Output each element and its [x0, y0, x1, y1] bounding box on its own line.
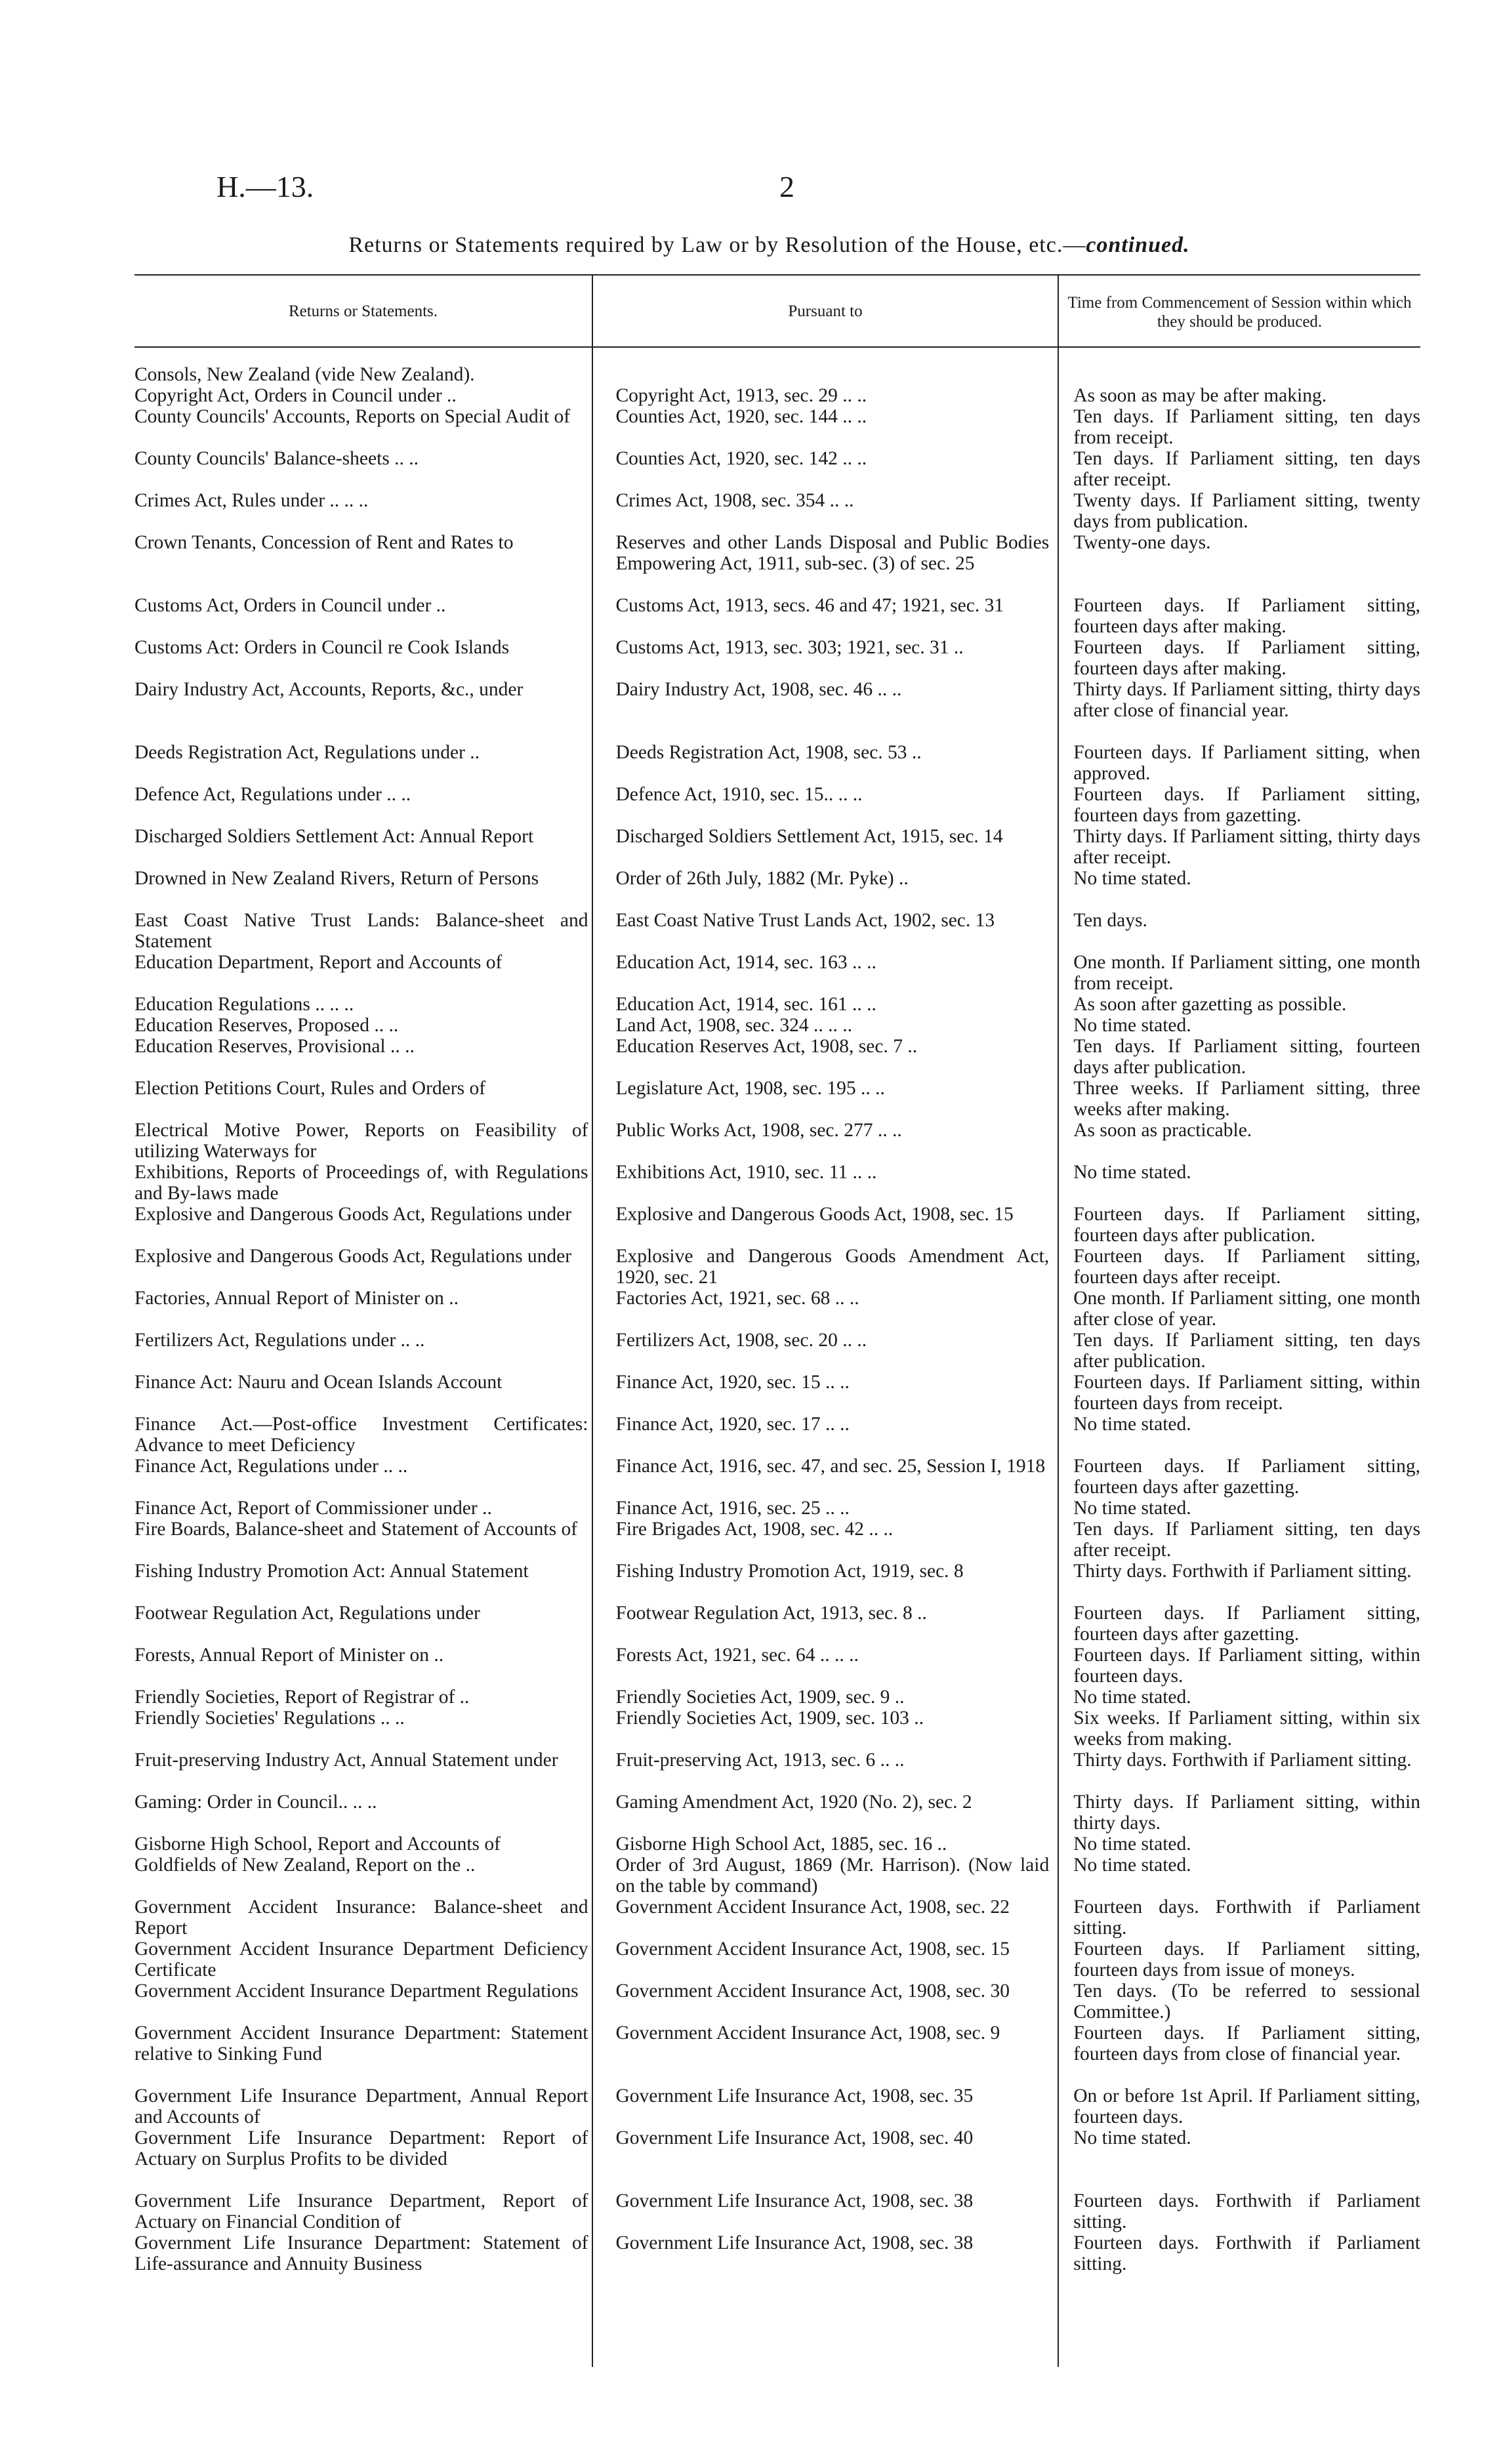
pursuant-cell: Government Life Insurance Act, 1908, sec. 38: [615, 2232, 974, 2253]
time-cell: As soon after gazetting as possible.: [1073, 994, 1347, 1015]
time-cell: No time stated.: [1073, 1855, 1191, 1876]
table-row: [134, 1855, 1420, 1897]
table-body: [134, 364, 1420, 2295]
pursuant-cell: Order of 3rd August, 1869 (Mr. Harrison). (Now laid on the table by command): [615, 1855, 1050, 1897]
returns-cell: Fire Boards, Balance-sheet and Statement of Accounts of: [134, 1519, 578, 1540]
pursuant-cell: Education Act, 1914, sec. 161 .. ..: [615, 994, 876, 1015]
table-row: [134, 1645, 1420, 1687]
returns-cell: Gaming: Order in Council.. .. ..: [134, 1792, 377, 1813]
time-cell: Fourteen days. If Parliament sitting, when approved.: [1073, 742, 1420, 784]
pursuant-cell: Finance Act, 1916, sec. 25 .. ..: [615, 1498, 850, 1519]
table-row: [134, 1519, 1420, 1561]
returns-cell: Government Life Insurance Department: Report of Actuary on Surplus Profits to be divided: [134, 2127, 588, 2169]
time-cell: Fourteen days. If Parliament sitting, fourteen days after making.: [1073, 637, 1420, 679]
time-cell: No time stated.: [1073, 1162, 1191, 1183]
returns-cell: Government Accident Insurance Department Regulations: [134, 1981, 579, 2002]
table-row: [134, 1498, 1420, 1519]
time-cell: Twenty-one days.: [1073, 532, 1211, 553]
returns-cell: Education Reserves, Proposed .. ..: [134, 1015, 399, 1036]
returns-cell: Election Petitions Court, Rules and Orders of: [134, 1078, 486, 1099]
table-row: [134, 595, 1420, 637]
table-row: [134, 385, 1420, 406]
returns-cell: Goldfields of New Zealand, Report on the ..: [134, 1855, 476, 1876]
pursuant-cell: Factories Act, 1921, sec. 68 .. ..: [615, 1288, 859, 1309]
time-cell: Twenty days. If Parliament sitting, twenty days from publication.: [1073, 490, 1420, 532]
table-row: [134, 1981, 1420, 2023]
table-row: [134, 1330, 1420, 1372]
pursuant-cell: Discharged Soldiers Settlement Act, 1915, sec. 14: [615, 826, 1003, 847]
table-row: [134, 1792, 1420, 1834]
top-rule: [134, 274, 1420, 276]
returns-cell: Defence Act, Regulations under .. ..: [134, 784, 411, 805]
pursuant-cell: Dairy Industry Act, 1908, sec. 46 .. ..: [615, 679, 902, 700]
time-cell: No time stated.: [1073, 868, 1191, 889]
returns-cell: Crown Tenants, Concession of Rent and Rates to: [134, 532, 514, 553]
returns-cell: Dairy Industry Act, Accounts, Reports, &c., under: [134, 679, 524, 700]
pursuant-cell: Government Accident Insurance Act, 1908, sec. 9: [615, 2023, 1000, 2043]
time-cell: Six weeks. If Parliament sitting, within six weeks from making.: [1073, 1708, 1420, 1750]
pursuant-cell: Deeds Registration Act, 1908, sec. 53 ..: [615, 742, 922, 763]
time-cell: Thirty days. Forthwith if Parliament sitting.: [1073, 1750, 1412, 1771]
time-cell: Fourteen days. If Parliament sitting, fourteen days after gazetting.: [1073, 1603, 1420, 1645]
time-cell: Fourteen days. Forthwith if Parliament sitting.: [1073, 2232, 1420, 2274]
time-cell: Fourteen days. If Parliament sitting, fourteen days from close of financial year.: [1073, 2023, 1420, 2064]
returns-cell: Explosive and Dangerous Goods Act, Regulations under: [134, 1204, 572, 1225]
time-cell: No time stated.: [1073, 1414, 1191, 1435]
time-cell: Ten days. If Parliament sitting, ten days after publication.: [1073, 1330, 1420, 1372]
returns-cell: East Coast Native Trust Lands: Balance-sheet and Statement: [134, 910, 588, 952]
returns-cell: Exhibitions, Reports of Proceedings of, with Regulations and By-laws made: [134, 1162, 588, 1204]
column-header-time: Time from Commencement of Session within which they should be produced.: [1067, 294, 1412, 331]
table-row: [134, 868, 1420, 910]
returns-cell: Education Reserves, Provisional .. ..: [134, 1036, 415, 1057]
pursuant-cell: Education Act, 1914, sec. 163 .. ..: [615, 952, 876, 973]
table-row: [134, 1939, 1420, 1981]
returns-cell: County Councils' Balance-sheets .. ..: [134, 448, 419, 469]
pursuant-cell: Legislature Act, 1908, sec. 195 .. ..: [615, 1078, 885, 1099]
table-row: [134, 1288, 1420, 1330]
pursuant-cell: Government Life Insurance Act, 1908, sec. 35: [615, 2085, 974, 2106]
time-cell: Thirty days. If Parliament sitting, thirty days after receipt.: [1073, 826, 1420, 868]
returns-cell: Government Life Insurance Department: Statement of Life-assurance and Annuity Business: [134, 2232, 588, 2274]
returns-cell: Electrical Motive Power, Reports on Feasibility of utilizing Waterways for: [134, 1120, 588, 1162]
time-cell: Fourteen days. If Parliament sitting, within fourteen days.: [1073, 1645, 1420, 1687]
table-row: [134, 1372, 1420, 1414]
table-row: [134, 2127, 1420, 2190]
pursuant-cell: Friendly Societies Act, 1909, sec. 103 ..: [615, 1708, 924, 1729]
time-cell: One month. If Parliament sitting, one month from receipt.: [1073, 952, 1420, 994]
table-row: [134, 637, 1420, 679]
time-cell: No time stated.: [1073, 1834, 1191, 1855]
pursuant-cell: Gaming Amendment Act, 1920 (No. 2), sec. 2: [615, 1792, 972, 1813]
time-cell: Ten days.: [1073, 910, 1147, 931]
returns-cell: Copyright Act, Orders in Council under ..: [134, 385, 457, 406]
returns-cell: Forests, Annual Report of Minister on ..: [134, 1645, 444, 1666]
document-reference: H.—13.: [216, 170, 314, 203]
pursuant-cell: Defence Act, 1910, sec. 15.. .. ..: [615, 784, 863, 805]
time-cell: Fourteen days. Forthwith if Parliament sitting.: [1073, 1897, 1420, 1939]
table-row: [134, 1561, 1420, 1603]
returns-cell: Fishing Industry Promotion Act: Annual Statement: [134, 1561, 529, 1582]
returns-cell: Fertilizers Act, Regulations under .. ..: [134, 1330, 425, 1351]
table-row: [134, 1834, 1420, 1855]
pursuant-cell: Fruit-preserving Act, 1913, sec. 6 .. ..: [615, 1750, 905, 1771]
pursuant-cell: Government Accident Insurance Act, 1908, sec. 22: [615, 1897, 1010, 1918]
pursuant-cell: Fire Brigades Act, 1908, sec. 42 .. ..: [615, 1519, 894, 1540]
table-row: [134, 1456, 1420, 1498]
table-row: [134, 406, 1420, 448]
returns-cell: Finance Act, Report of Commissioner under ..: [134, 1498, 492, 1519]
table-row: [134, 1897, 1420, 1939]
pursuant-cell: Copyright Act, 1913, sec. 29 .. ..: [615, 385, 867, 406]
time-cell: As soon as practicable.: [1073, 1120, 1252, 1141]
page-header: [216, 169, 1437, 215]
time-cell: On or before 1st April. If Parliament sitting, fourteen days.: [1073, 2085, 1420, 2127]
returns-cell: Government Accident Insurance Department Deficiency Certificate: [134, 1939, 588, 1981]
table-row: [134, 1414, 1420, 1456]
pursuant-cell: Government Accident Insurance Act, 1908, sec. 30: [615, 1981, 1010, 2002]
returns-cell: Customs Act, Orders in Council under ..: [134, 595, 446, 616]
table-row: [134, 679, 1420, 742]
time-cell: Thirty days. Forthwith if Parliament sitting.: [1073, 1561, 1412, 1582]
pursuant-cell: Government Accident Insurance Act, 1908, sec. 15: [615, 1939, 1010, 1960]
returns-cell: Government Life Insurance Department, Report of Actuary on Financial Condition of: [134, 2190, 588, 2232]
time-cell: Ten days. If Parliament sitting, fourteen days after publication.: [1073, 1036, 1420, 1078]
pursuant-cell: Land Act, 1908, sec. 324 .. .. ..: [615, 1015, 852, 1036]
pursuant-cell: Gisborne High School Act, 1885, sec. 16 ..: [615, 1834, 947, 1855]
table-row: [134, 2190, 1420, 2232]
time-cell: Fourteen days. If Parliament sitting, fourteen days after making.: [1073, 595, 1420, 637]
table-row: [134, 448, 1420, 490]
time-cell: No time stated.: [1073, 1498, 1191, 1519]
time-cell: Ten days. If Parliament sitting, ten days after receipt.: [1073, 448, 1420, 490]
table-row: [134, 1036, 1420, 1078]
table-row: [134, 532, 1420, 595]
table-row: [134, 826, 1420, 868]
returns-cell: Fruit-preserving Industry Act, Annual Statement under: [134, 1750, 558, 1771]
pursuant-cell: Footwear Regulation Act, 1913, sec. 8 ..: [615, 1603, 927, 1624]
time-cell: Three weeks. If Parliament sitting, three weeks after making.: [1073, 1078, 1420, 1120]
pursuant-cell: Counties Act, 1920, sec. 144 .. ..: [615, 406, 867, 427]
returns-cell: Education Regulations .. .. ..: [134, 994, 354, 1015]
returns-cell: County Councils' Accounts, Reports on Special Audit of: [134, 406, 571, 427]
returns-cell: Finance Act, Regulations under .. ..: [134, 1456, 408, 1477]
pursuant-cell: Finance Act, 1920, sec. 17 .. ..: [615, 1414, 850, 1435]
returns-cell: Government Accident Insurance Department: Statement relative to Sinking Fund: [134, 2023, 588, 2064]
returns-cell: Friendly Societies, Report of Registrar of ..: [134, 1687, 470, 1708]
pursuant-cell: East Coast Native Trust Lands Act, 1902, sec. 13: [615, 910, 995, 931]
pursuant-cell: [601, 364, 1063, 385]
time-cell: Ten days. If Parliament sitting, ten days after receipt.: [1073, 1519, 1420, 1561]
table-row: [134, 784, 1420, 826]
pursuant-cell: Public Works Act, 1908, sec. 277 .. ..: [615, 1120, 902, 1141]
table-row: [134, 1750, 1420, 1792]
time-cell: Fourteen days. If Parliament sitting, fourteen days after receipt.: [1073, 1246, 1420, 1288]
pursuant-cell: Reserves and other Lands Disposal and Public Bodies Empowering Act, 1911, sub-sec. (3) of sec. 25: [615, 532, 1050, 574]
returns-cell: Footwear Regulation Act, Regulations under: [134, 1603, 480, 1624]
table-row: [134, 364, 1420, 385]
table-row: [134, 1708, 1420, 1750]
returns-cell: Government Accident Insurance: Balance-sheet and Report: [134, 1897, 588, 1939]
time-cell: No time stated.: [1073, 1687, 1191, 1708]
pursuant-cell: Explosive and Dangerous Goods Act, 1908, sec. 15: [615, 1204, 1014, 1225]
pursuant-cell: Fertilizers Act, 1908, sec. 20 .. ..: [615, 1330, 867, 1351]
time-cell: No time stated.: [1073, 2127, 1191, 2148]
pursuant-cell: Government Life Insurance Act, 1908, sec. 38: [615, 2190, 974, 2211]
pursuant-cell: Exhibitions Act, 1910, sec. 11 .. ..: [615, 1162, 877, 1183]
returns-cell: Crimes Act, Rules under .. .. ..: [134, 490, 369, 511]
time-cell: Fourteen days. If Parliament sitting, fourteen days from issue of moneys.: [1073, 1939, 1420, 1981]
pursuant-cell: Finance Act, 1916, sec. 47, and sec. 25, Session I, 1918: [615, 1456, 1046, 1477]
returns-cell: Factories, Annual Report of Minister on ..: [134, 1288, 459, 1309]
returns-cell: Finance Act.—Post-office Investment Certificates: Advance to meet Deficiency: [134, 1414, 588, 1456]
header-bottom-rule: [134, 346, 1420, 348]
time-cell: No time stated.: [1073, 1015, 1191, 1036]
table-row: [134, 1078, 1420, 1120]
time-cell: Thirty days. If Parliament sitting, within thirty days.: [1073, 1792, 1420, 1834]
table-row: [134, 742, 1420, 784]
returns-cell: Gisborne High School, Report and Accounts of: [134, 1834, 501, 1855]
returns-cell: Finance Act: Nauru and Ocean Islands Account: [134, 1372, 503, 1393]
table-row: [134, 910, 1420, 952]
time-cell: [1063, 364, 1420, 385]
time-cell: Fourteen days. If Parliament sitting, fourteen days after gazetting.: [1073, 1456, 1420, 1498]
time-cell: One month. If Parliament sitting, one month after close of year.: [1073, 1288, 1420, 1330]
table-row: [134, 490, 1420, 532]
table-row: [134, 952, 1420, 994]
table-title: [131, 233, 1407, 258]
pursuant-cell: Order of 26th July, 1882 (Mr. Pyke) ..: [615, 868, 909, 889]
table-row: [134, 2232, 1420, 2295]
returns-cell: Customs Act: Orders in Council re Cook Islands: [134, 637, 510, 658]
time-cell: Fourteen days. If Parliament sitting, within fourteen days from receipt.: [1073, 1372, 1420, 1414]
returns-cell: Drowned in New Zealand Rivers, Return of Persons: [134, 868, 539, 889]
time-cell: Ten days. If Parliament sitting, ten days from receipt.: [1073, 406, 1420, 448]
table-row: [134, 994, 1420, 1015]
pursuant-cell: Customs Act, 1913, secs. 46 and 47; 1921, sec. 31: [615, 595, 1004, 616]
pursuant-cell: Education Reserves Act, 1908, sec. 7 ..: [615, 1036, 918, 1057]
time-cell: Fourteen days. If Parliament sitting, fourteen days from gazetting.: [1073, 784, 1420, 826]
returns-cell: Discharged Soldiers Settlement Act: Annual Report: [134, 826, 534, 847]
returns-cell: Education Department, Report and Accounts of: [134, 952, 503, 973]
returns-cell: Deeds Registration Act, Regulations under ..: [134, 742, 480, 763]
returns-cell: Explosive and Dangerous Goods Act, Regulations under: [134, 1246, 572, 1267]
pursuant-cell: Forests Act, 1921, sec. 64 .. .. ..: [615, 1645, 859, 1666]
table-row: [134, 1120, 1420, 1162]
returns-cell: Government Life Insurance Department, Annual Report and Accounts of: [134, 2085, 588, 2127]
pursuant-cell: Fishing Industry Promotion Act, 1919, sec. 8: [615, 1561, 964, 1582]
table-row: [134, 1204, 1420, 1246]
pursuant-cell: Customs Act, 1913, sec. 303; 1921, sec. 31 ..: [615, 637, 964, 658]
time-cell: Thirty days. If Parliament sitting, thirty days after close of financial year.: [1073, 679, 1420, 721]
pursuant-cell: Government Life Insurance Act, 1908, sec. 40: [615, 2127, 974, 2148]
time-cell: As soon as may be after making.: [1073, 385, 1327, 406]
title-main: Returns or Statements required by Law or by Resolution of the House, etc.—: [348, 233, 1086, 257]
table-row: [134, 1603, 1420, 1645]
column-header-pursuant: Pursuant to: [788, 302, 863, 320]
table-row: [134, 1162, 1420, 1204]
table-row: [134, 2023, 1420, 2085]
title-continued: continued.: [1086, 233, 1190, 257]
time-cell: Fourteen days. If Parliament sitting, fourteen days after publication.: [1073, 1204, 1420, 1246]
table-row: [134, 1687, 1420, 1708]
pursuant-cell: Counties Act, 1920, sec. 142 .. ..: [615, 448, 867, 469]
time-cell: Fourteen days. Forthwith if Parliament sitting.: [1073, 2190, 1420, 2232]
pursuant-cell: Explosive and Dangerous Goods Amendment Act, 1920, sec. 21: [615, 1246, 1050, 1288]
table-row: [134, 1015, 1420, 1036]
table-row: [134, 1246, 1420, 1288]
returns-cell: Friendly Societies' Regulations .. ..: [134, 1708, 405, 1729]
column-header-returns: Returns or Statements.: [288, 302, 438, 320]
pursuant-cell: Crimes Act, 1908, sec. 354 .. ..: [615, 490, 854, 511]
pursuant-cell: Friendly Societies Act, 1909, sec. 9 ..: [615, 1687, 905, 1708]
table-row: [134, 2085, 1420, 2127]
pursuant-cell: Finance Act, 1920, sec. 15 .. ..: [615, 1372, 850, 1393]
returns-cell: Consols, New Zealand (vide New Zealand).: [134, 364, 475, 385]
time-cell: Ten days. (To be referred to sessional Committee.): [1073, 1981, 1420, 2023]
page-number: 2: [779, 170, 794, 203]
